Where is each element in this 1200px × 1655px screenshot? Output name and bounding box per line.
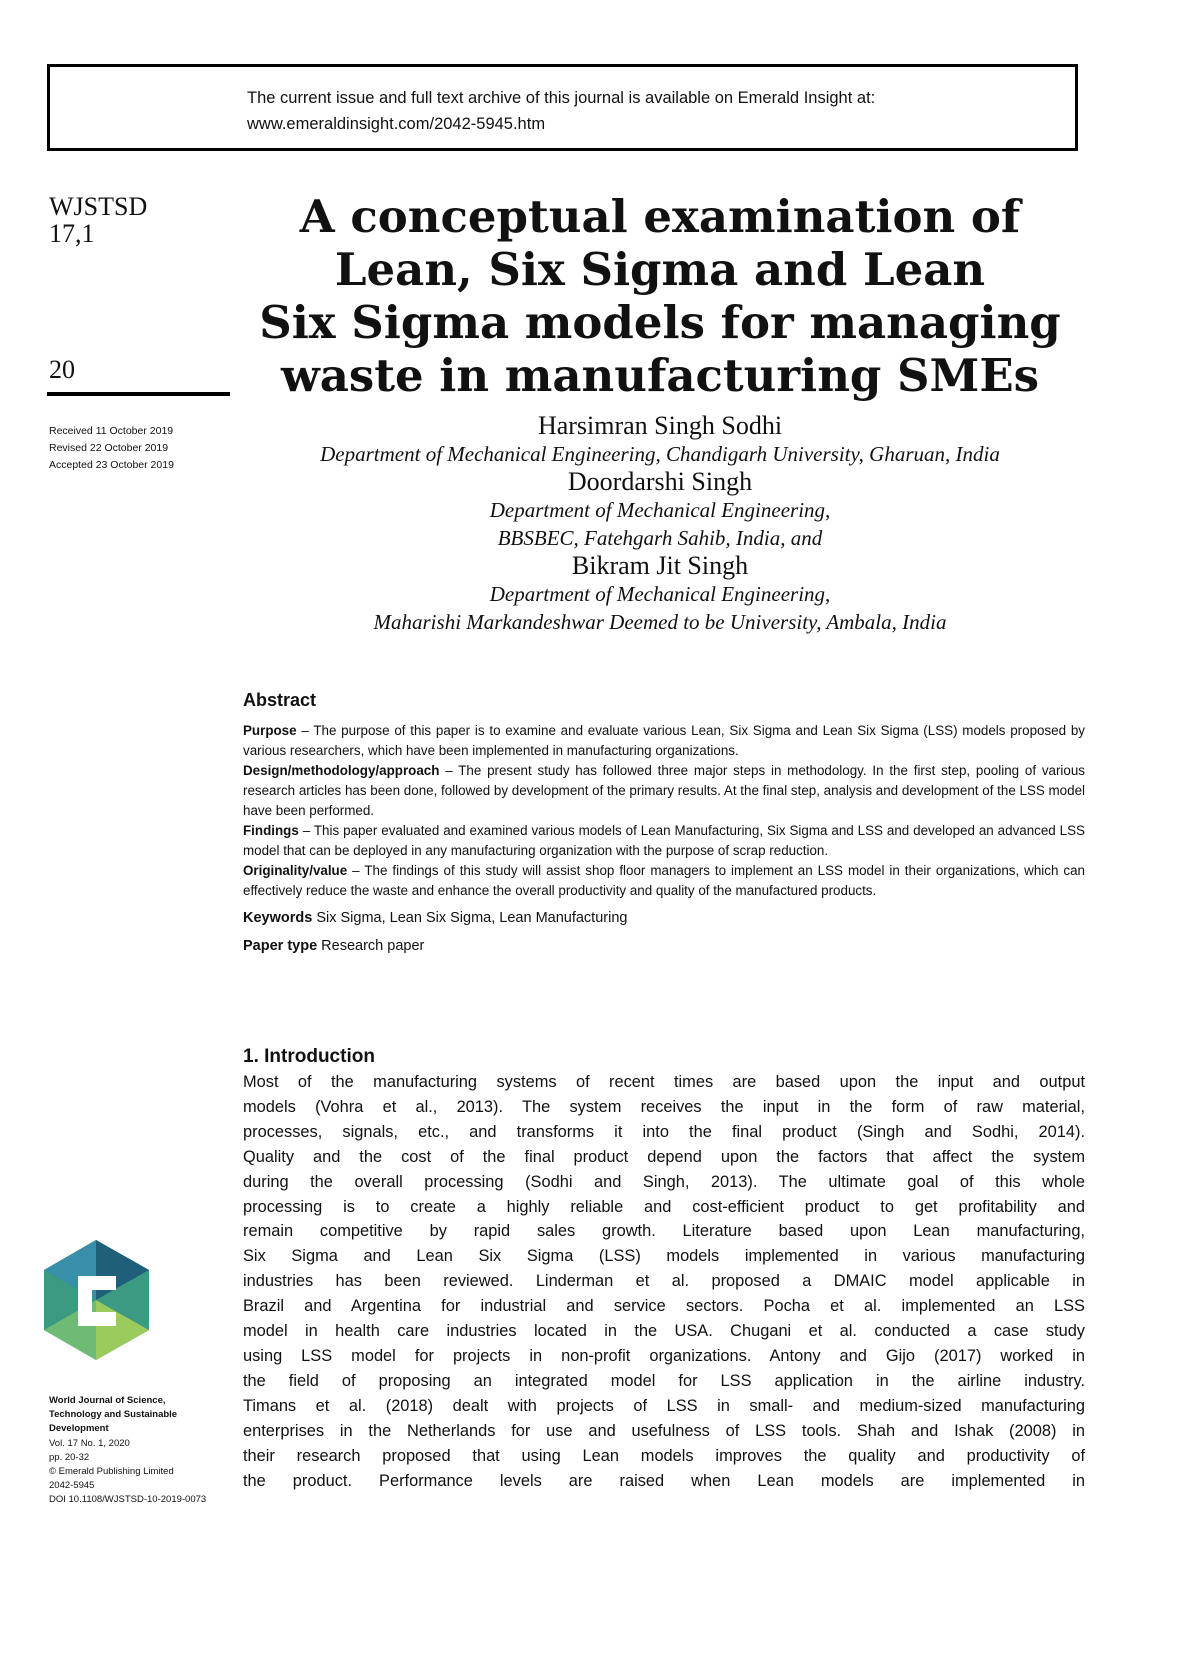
abstract-design bbox=[243, 761, 1085, 821]
availability-text: The current issue and full text archive of this journal is available on Emerald Insight at: bbox=[247, 89, 876, 107]
doi-line: DOI 10.1108/WJSTSD-10-2019-0073 bbox=[49, 1494, 207, 1506]
keywords-text: Six Sigma, Lean Six Sigma, Lean Manufacturing bbox=[312, 910, 628, 926]
introduction-body bbox=[243, 1070, 1085, 1493]
page-number-rule bbox=[47, 392, 230, 396]
keywords bbox=[243, 907, 1085, 929]
author-affiliation: Department of Mechanical Engineering, bbox=[489, 582, 831, 606]
introduction-line: processes, signals, etc., and transforms it into the final product (Singh and Sodhi, 2014). bbox=[243, 1122, 1085, 1141]
author-affiliation: Department of Mechanical Engineering, bbox=[489, 498, 831, 522]
author-affiliation: Maharishi Markandeshwar Deemed to be University, Ambala, India bbox=[373, 610, 947, 634]
introduction-line: model in health care industries located in the USA. Chugani et al. conducted a case study bbox=[243, 1322, 1085, 1341]
originality-label: Originality/value bbox=[243, 863, 348, 878]
revised-date: Revised 22 October 2019 bbox=[49, 442, 169, 454]
author-affiliation: BBSBEC, Fatehgarh Sahib, India, and bbox=[497, 526, 823, 550]
journal-pages: pp. 20-32 bbox=[49, 1451, 90, 1463]
journal-citation-info bbox=[49, 1394, 206, 1508]
accepted-date: Accepted 23 October 2019 bbox=[49, 459, 174, 471]
author-name: Doordarshi Singh bbox=[567, 467, 753, 496]
author-list bbox=[240, 412, 1080, 636]
paper-type-label: Paper type bbox=[243, 938, 318, 954]
introduction-line: the product. Performance levels are raised when Lean models are implemented in bbox=[243, 1471, 1085, 1490]
introduction-line: industries has been reviewed. Linderman et al. proposed a DMAIC model applicable in bbox=[243, 1272, 1085, 1291]
introduction-line: Six Sigma and Lean Six Sigma (LSS) models implemented in various manufacturing bbox=[243, 1247, 1085, 1266]
paper-title bbox=[240, 190, 1080, 402]
emerald-logo-icon bbox=[44, 1240, 149, 1360]
journal-url-link[interactable]: www.emeraldinsight.com/2042-5945.htm bbox=[247, 115, 546, 133]
abstract-originality bbox=[243, 861, 1085, 901]
journal-name-line: World Journal of Science, bbox=[49, 1395, 166, 1406]
introduction-line: Quality and the cost of the final product depend upon the factors that affect the system bbox=[243, 1147, 1085, 1166]
findings-label: Findings bbox=[243, 823, 299, 838]
design-label: Design/methodology/approach bbox=[243, 763, 440, 778]
introduction-section bbox=[243, 1046, 1085, 1493]
keywords-label: Keywords bbox=[243, 910, 313, 926]
title-line: waste in manufacturing SMEs bbox=[280, 349, 1039, 402]
abstract-findings bbox=[243, 821, 1085, 861]
introduction-line: remain competitive by rapid sales growth. Literature based upon Lean manufacturing, bbox=[243, 1222, 1085, 1241]
issn-line: 2042-5945 bbox=[49, 1480, 95, 1492]
copyright-line: © Emerald Publishing Limited bbox=[49, 1466, 174, 1478]
introduction-line: using LSS model for projects in non-profit organizations. Antony and Gijo (2017) worked in bbox=[243, 1346, 1085, 1365]
paper-type bbox=[243, 935, 1085, 957]
introduction-line: models (Vohra et al., 2013). The system receives the input in the form of raw material, bbox=[243, 1097, 1085, 1116]
introduction-line: their research proposed that using Lean models improves the quality and productivity of bbox=[243, 1446, 1085, 1465]
abstract-purpose bbox=[243, 721, 1085, 761]
purpose-text: – The purpose of this paper is to examine and evaluate various Lean, Six Sigma and Lean Six Sigma (LSS) models proposed by various researchers, which have been implemented in manufacturing organizations. bbox=[243, 723, 1085, 758]
introduction-line: Timans et al. (2018) dealt with projects of LSS in small- and medium-sized manufacturing bbox=[243, 1396, 1085, 1415]
findings-text: – This paper evaluated and examined various models of Lean Manufacturing, Six Sigma and LSS and developed an advanced LSS model that can be deployed in any manufacturing organization with the purpose of scrap reduction. bbox=[243, 823, 1085, 858]
article-history bbox=[49, 423, 174, 474]
journal-volume: 17,1 bbox=[49, 219, 95, 248]
abstract-heading: Abstract bbox=[243, 690, 317, 710]
introduction-line: during the overall processing (Sodhi and Singh, 2013). The ultimate goal of this whole bbox=[243, 1172, 1085, 1191]
originality-text: – The findings of this study will assist shop floor managers to implement an LSS model in their organizations, which can effectively reduce the waste and enhance the overall productivity and quality of the manufactured products. bbox=[243, 863, 1085, 898]
introduction-line: Most of the manufacturing systems of recent times are based upon the input and output bbox=[243, 1073, 1085, 1091]
author-name: Bikram Jit Singh bbox=[571, 551, 749, 580]
purpose-label: Purpose bbox=[243, 723, 297, 738]
journal-issue: Vol. 17 No. 1, 2020 bbox=[49, 1437, 130, 1449]
introduction-line: enterprises in the Netherlands for use and usefulness of LSS tools. Shah and Ishak (2008) in bbox=[243, 1421, 1085, 1440]
title-line: Six Sigma models for managing bbox=[259, 296, 1061, 349]
title-line: A conceptual examination of bbox=[299, 190, 1021, 243]
journal-name-line: Development bbox=[49, 1423, 109, 1435]
introduction-line: the field of proposing an integrated model for LSS application in the airline industry. bbox=[243, 1371, 1085, 1390]
journal-name-line: Technology and Sustainable bbox=[49, 1409, 178, 1421]
introduction-line: processing is to create a highly reliable and cost-efficient product to get profitability and bbox=[243, 1197, 1085, 1216]
design-text: – The present study has followed three major steps in methodology. In the first step, pooling of various research articles has been done, followed by development of the primary results. At the final step, analysis and development of the LSS model have been performed. bbox=[243, 763, 1085, 818]
received-date: Received 11 October 2019 bbox=[49, 425, 174, 437]
paper-type-text: Research paper bbox=[317, 938, 425, 954]
journal-abbrev: WJSTSD bbox=[49, 192, 148, 221]
introduction-line: Brazil and Argentina for industrial and service sectors. Pocha et al. implemented an LSS bbox=[243, 1297, 1085, 1316]
title-line: Lean, Six Sigma and Lean bbox=[334, 243, 986, 296]
abstract-section bbox=[243, 690, 1085, 957]
page-number: 20 bbox=[49, 355, 75, 384]
author-name: Harsimran Singh Sodhi bbox=[537, 411, 783, 440]
journal-availability-box bbox=[47, 64, 1078, 151]
journal-code bbox=[49, 193, 147, 247]
author-affiliation: Department of Mechanical Engineering, Chandigarh University, Gharuan, India bbox=[320, 442, 1000, 466]
introduction-heading: 1. Introduction bbox=[243, 1046, 375, 1067]
